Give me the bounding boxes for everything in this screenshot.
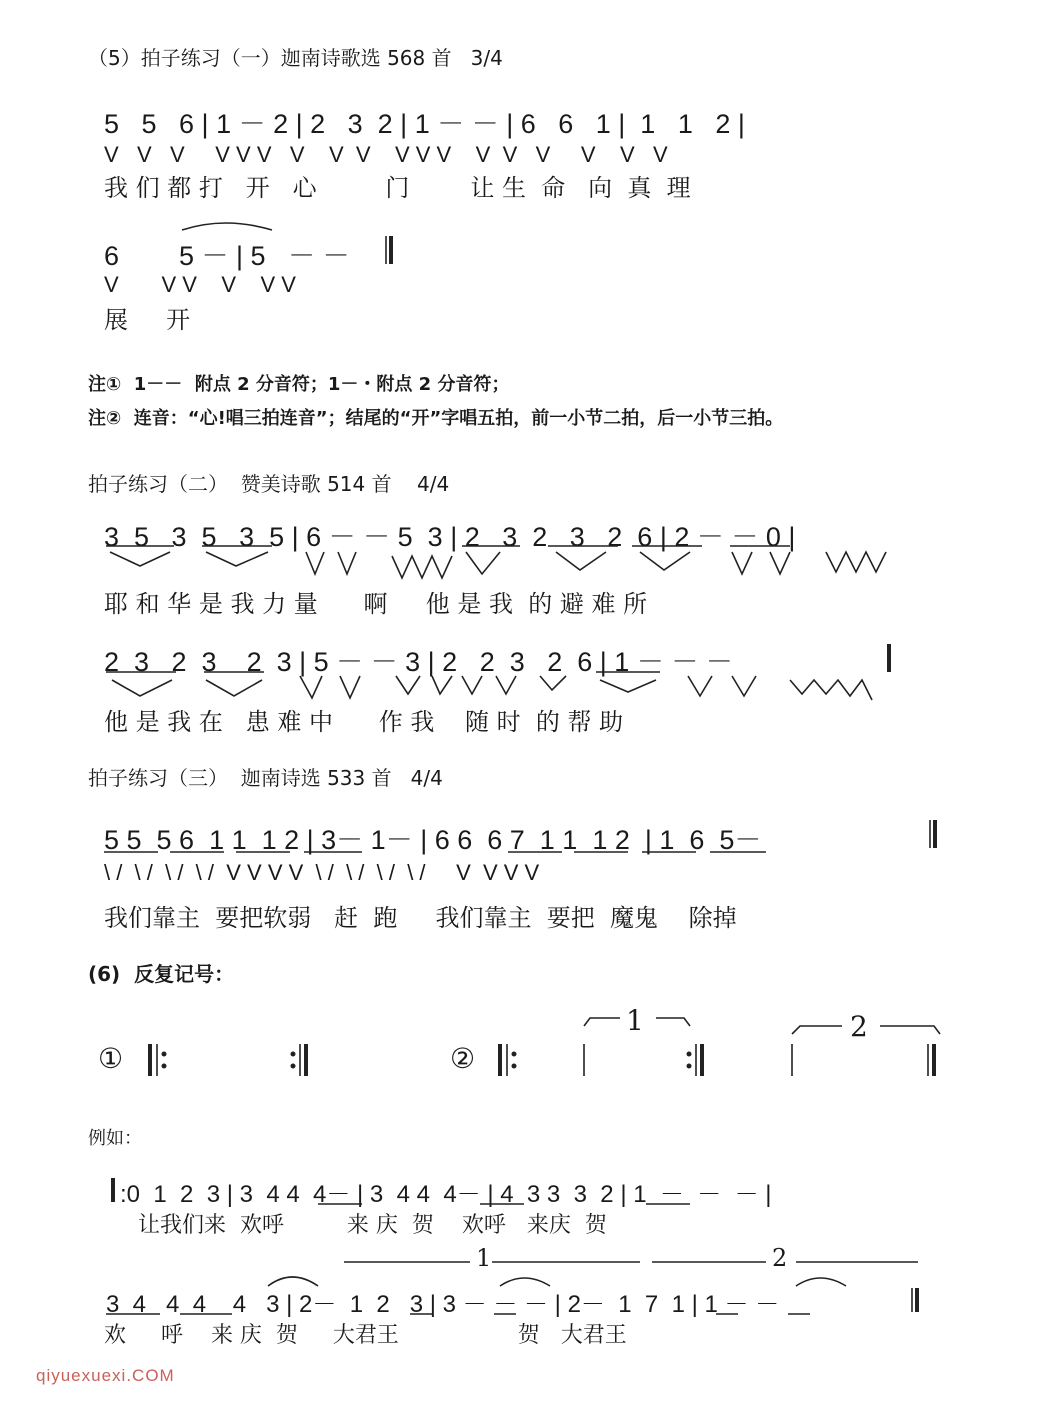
example-volta-1-label: 1: [476, 1244, 492, 1272]
exercise2-line2-notes: 2 3 2 3 2 3 | 5 － － 3 | 2 2 3 2 6 | 1 － － －: [104, 647, 733, 677]
exercise3-title: 拍子练习（三） 迦南诗选 533 首 4/4: [88, 766, 443, 790]
section5-line1-notes: 5 5 6 | 1 － 2 | 2 3 2 | 1 － － | 6 6 1 | 1 1 2 |: [104, 109, 745, 139]
example-line1-lyrics: 让我们来 欢呼 来 庆 贺 欢呼 来庆 贺: [138, 1213, 607, 1238]
section5-line2-notes: 6 5 － | 5 － －: [104, 241, 350, 271]
exercise3-line1-beats: \ / \ / \ / \ / V V V V \ / \ / \ / \ / V V V V: [104, 860, 540, 885]
volta-2-label: 2: [850, 1010, 868, 1043]
volta-1-label: 1: [626, 1004, 644, 1037]
exercise2-line2-lyrics: 他 是 我 在 患 难 中 作 我 随 时 的 帮 助: [104, 708, 624, 736]
section5-line1-beats: V V V V V V V V V V V V V V V V V V: [104, 142, 668, 167]
repeat-dot: [687, 1064, 692, 1069]
repeat-dot: [291, 1064, 296, 1069]
repeat-dot: [162, 1064, 167, 1069]
exercise2-line1-notes: 3 5 3 5 3 5 | 6 － － 5 3 | 2 3 2 3 2 6 | 2 － － 0 |: [104, 522, 796, 552]
repeat-dot: [687, 1052, 692, 1057]
example-line1-notes: :0 1 2 3 | 3 4 4 4－ | 3 4 4 4－ | 4 3 3 3 2 | 1 － － － |: [120, 1181, 772, 1208]
example-line2-lyrics: 欢 呼 来 庆 贺 大君王 贺 大君王: [104, 1323, 627, 1348]
slur-mark: [182, 223, 272, 230]
note-2: 注② 连音：“心!唱三拍连音”；结尾的“开”字唱五拍，前一小节二拍，后一小节三拍。: [88, 408, 784, 429]
slur-mark: [268, 1277, 318, 1286]
section5-line2-lyrics: 展 开: [104, 306, 191, 334]
repeat-case-2-label: ②: [450, 1042, 476, 1075]
exercise2-line1-lyrics: 耶 和 华 是 我 力 量 啊 他 是 我 的 避 难 所: [104, 590, 648, 618]
repeat-dot: [512, 1052, 517, 1057]
example-volta-2-label: 2: [772, 1244, 788, 1272]
section5-title: （5）拍子练习（一）迦南诗歌选 568 首 3/4: [88, 46, 503, 70]
exercise3-line1-notes: 5 5 5 6 1 1 1 2 | 3－ 1－ | 6 6 6 7 1 1 1 2 | 1 6 5－: [104, 825, 762, 855]
beat-marks: [112, 676, 872, 700]
example-line2-notes: 3 4 4 4 4 3 | 2－ 1 2 3 | 3 － － － | 2－ 1 7 1 | 1 － －: [106, 1291, 780, 1318]
slur-mark: [796, 1278, 846, 1286]
note-1: 注① 1－－ 附点 2 分音符；1－・附点 2 分音符；: [88, 374, 510, 395]
repeat-dot: [291, 1052, 296, 1057]
exercise2-title: 拍子练习（二） 赞美诗歌 514 首 4/4: [88, 472, 450, 496]
slur-mark: [500, 1278, 550, 1286]
example-label: 例如：: [88, 1128, 142, 1149]
exercise3-line1-lyrics: 我们靠主 要把软弱 赶 跑 我们靠主 要把 魔鬼 除掉: [104, 904, 737, 932]
beat-marks: [110, 552, 886, 578]
repeat-dot: [512, 1064, 517, 1069]
section5-line1-lyrics: 我 们 都 打 开 心 门 让 生 命 向 真 理: [104, 174, 691, 202]
repeat-case-1-label: ①: [98, 1042, 124, 1075]
section6-title: (6) 反复记号：: [88, 962, 235, 986]
volta-bracket: [584, 1018, 690, 1026]
repeat-dot: [162, 1052, 167, 1057]
site-watermark: qiyuexuexi.COM: [36, 1366, 175, 1385]
section5-line2-beats: V V V V V V: [104, 272, 296, 297]
volta-bracket: [792, 1026, 940, 1034]
